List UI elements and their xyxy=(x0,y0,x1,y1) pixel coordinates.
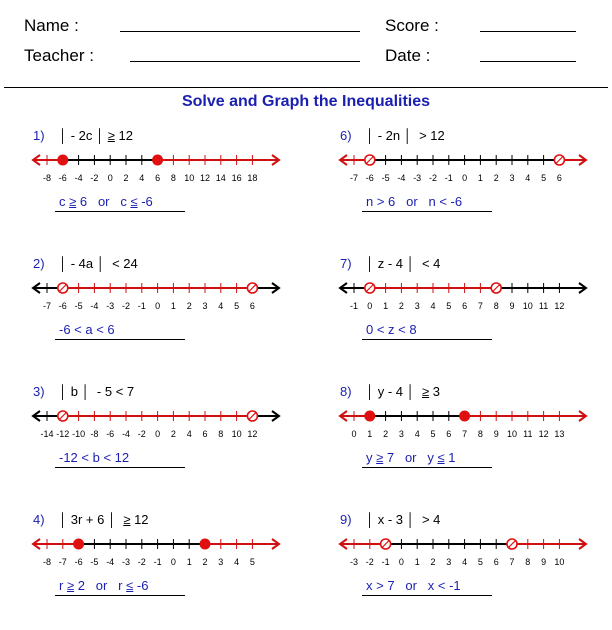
teacher-label: Teacher : xyxy=(24,46,94,65)
problem-6 xyxy=(340,128,600,228)
tick-label: 18 xyxy=(247,173,258,183)
tick-label: 0 xyxy=(170,557,176,567)
tick-label: -6 xyxy=(365,173,374,183)
tick-label: 2 xyxy=(493,173,499,183)
problem-7 xyxy=(340,256,600,356)
tick-label: 12 xyxy=(247,429,258,439)
tick-label: 0 xyxy=(155,301,161,311)
tick-label: -3 xyxy=(413,173,422,183)
inequality-expression: │ b │ - 5 < 7 xyxy=(59,384,135,399)
tick-label: 5 xyxy=(477,557,483,567)
answer-text: y ≥ 7 or y ≤ 1 xyxy=(366,450,456,465)
tick-label: 9 xyxy=(509,301,515,311)
tick-label: -5 xyxy=(74,301,83,311)
tick-label: 14 xyxy=(215,173,226,183)
tick-label: 6 xyxy=(155,173,161,183)
tick-label: 2 xyxy=(430,557,436,567)
score-field-line[interactable] xyxy=(480,31,576,32)
tick-label: 6 xyxy=(556,173,562,183)
tick-label: -6 xyxy=(58,301,67,311)
tick-label: -7 xyxy=(42,301,52,311)
tick-label: 5 xyxy=(446,301,452,311)
tick-label: 3 xyxy=(218,557,224,567)
problem-number: 8) xyxy=(340,384,352,399)
tick-label: 10 xyxy=(184,173,195,183)
tick-label: -12 xyxy=(56,429,70,439)
tick-label: 12 xyxy=(538,429,549,439)
tick-label: -3 xyxy=(121,557,131,567)
tick-label: 6 xyxy=(446,429,452,439)
problem-number: 3) xyxy=(33,384,45,399)
answer-line[interactable] xyxy=(362,467,492,468)
tick-label: 4 xyxy=(186,429,192,439)
tick-label: -1 xyxy=(349,301,359,311)
tick-label: -8 xyxy=(90,429,99,439)
tick-label: 5 xyxy=(249,557,255,567)
answer-text: x > 7 or x < -1 xyxy=(366,578,461,593)
inequality-expression: │ z - 4 │ < 4 xyxy=(366,256,441,271)
inequality-expression: │ - 2n │ > 12 xyxy=(366,128,445,143)
tick-label: 12 xyxy=(554,301,565,311)
closed-endpoint xyxy=(58,155,68,165)
problem-number: 2) xyxy=(33,256,45,271)
answer-line[interactable] xyxy=(55,595,185,596)
tick-label: 6 xyxy=(493,557,499,567)
tick-label: 2 xyxy=(398,301,404,311)
tick-label: -1 xyxy=(381,557,390,567)
tick-label: 0 xyxy=(155,429,161,439)
number-line xyxy=(33,530,283,572)
tick-label: 4 xyxy=(414,429,420,439)
tick-label: 1 xyxy=(383,301,389,311)
tick-label: 7 xyxy=(477,301,483,311)
number-line xyxy=(33,146,283,188)
tick-label: -4 xyxy=(90,301,99,311)
tick-label: 6 xyxy=(462,301,468,311)
tick-label: 3 xyxy=(414,301,420,311)
answer-line[interactable] xyxy=(55,211,185,212)
problem-number: 1) xyxy=(33,128,45,143)
teacher-field-line[interactable] xyxy=(130,61,360,62)
tick-label: 4 xyxy=(462,557,468,567)
answer-text: -12 < b < 12 xyxy=(59,450,130,465)
number-line xyxy=(33,274,283,316)
inequality-expression: │ x - 3 │ > 4 xyxy=(366,512,441,527)
score-label: Score : xyxy=(385,16,439,35)
closed-endpoint xyxy=(153,155,163,165)
tick-label: 10 xyxy=(554,557,565,567)
number-line xyxy=(340,146,590,188)
tick-label: -2 xyxy=(137,429,146,439)
tick-label: -6 xyxy=(58,173,67,183)
problem-1 xyxy=(33,128,293,228)
closed-endpoint xyxy=(74,539,84,549)
inequality-expression: │ - 4a │ < 24 xyxy=(59,256,138,271)
tick-label: 4 xyxy=(234,557,240,567)
tick-label: 9 xyxy=(493,429,499,439)
tick-label: -8 xyxy=(42,173,52,183)
tick-label: 10 xyxy=(506,429,518,439)
tick-label: 0 xyxy=(462,173,468,183)
tick-label: 11 xyxy=(538,301,549,311)
answer-text: 0 < z < 8 xyxy=(366,322,417,337)
problem-2 xyxy=(33,256,293,356)
answer-text: c ≥ 6 or c ≤ -6 xyxy=(59,194,153,209)
tick-label: 10 xyxy=(522,301,533,311)
tick-label: -7 xyxy=(349,173,359,183)
problem-number: 7) xyxy=(340,256,352,271)
name-field-line[interactable] xyxy=(120,31,360,32)
tick-label: 5 xyxy=(541,173,547,183)
tick-label: -4 xyxy=(121,429,131,439)
tick-label: -2 xyxy=(121,301,131,311)
tick-label: -6 xyxy=(106,429,115,439)
tick-label: 4 xyxy=(218,301,224,311)
tick-label: -7 xyxy=(58,557,67,567)
tick-label: -1 xyxy=(444,173,453,183)
tick-label: -10 xyxy=(72,429,86,439)
problem-8 xyxy=(340,384,600,484)
tick-label: -4 xyxy=(106,557,115,567)
tick-label: 0 xyxy=(107,173,113,183)
tick-label: 3 xyxy=(398,429,404,439)
tick-label: 2 xyxy=(383,429,389,439)
problem-number: 6) xyxy=(340,128,352,143)
inequality-expression: │ 3r + 6 │ ≥ 12 xyxy=(59,512,149,527)
tick-label: 5 xyxy=(234,301,240,311)
tick-label: 1 xyxy=(477,173,483,183)
tick-label: 9 xyxy=(541,557,547,567)
tick-label: 2 xyxy=(123,173,129,183)
tick-label: 16 xyxy=(231,173,242,183)
tick-label: -2 xyxy=(365,557,374,567)
tick-label: 8 xyxy=(477,429,483,439)
tick-label: 1 xyxy=(170,301,176,311)
tick-label: -8 xyxy=(42,557,52,567)
date-field-line[interactable] xyxy=(480,61,576,62)
tick-label: 12 xyxy=(199,173,211,183)
problem-number: 9) xyxy=(340,512,352,527)
tick-label: 11 xyxy=(523,429,533,439)
tick-label: 8 xyxy=(493,301,499,311)
tick-label: 7 xyxy=(509,557,515,567)
tick-label: 6 xyxy=(202,429,208,439)
inequality-expression: │ - 2c │ ≥ 12 xyxy=(59,128,133,143)
tick-label: 2 xyxy=(186,301,192,311)
tick-label: 8 xyxy=(525,557,531,567)
tick-label: 2 xyxy=(170,429,176,439)
number-line xyxy=(340,274,590,316)
problem-number: 4) xyxy=(33,512,45,527)
closed-endpoint xyxy=(365,411,375,421)
tick-label: -6 xyxy=(74,557,83,567)
tick-label: 8 xyxy=(218,429,224,439)
problem-4 xyxy=(33,512,293,612)
answer-line[interactable] xyxy=(55,467,185,468)
name-label: Name : xyxy=(24,16,79,35)
answer-line[interactable] xyxy=(362,339,492,340)
tick-label: -1 xyxy=(137,301,146,311)
number-line xyxy=(33,402,283,444)
inequality-expression: │ y - 4 │ ≥ 3 xyxy=(366,384,440,399)
tick-label: -1 xyxy=(153,557,162,567)
tick-label: 3 xyxy=(509,173,515,183)
answer-line[interactable] xyxy=(362,211,492,212)
tick-label: 2 xyxy=(202,557,208,567)
tick-label: 3 xyxy=(446,557,452,567)
tick-label: -5 xyxy=(381,173,390,183)
closed-endpoint xyxy=(200,539,210,549)
tick-label: 4 xyxy=(139,173,145,183)
answer-text: n > 6 or n < -6 xyxy=(366,194,463,209)
page-title: Solve and Graph the Inequalities xyxy=(181,93,431,110)
tick-label: -4 xyxy=(397,173,406,183)
problem-9 xyxy=(340,512,600,612)
number-line xyxy=(340,530,590,572)
number-line xyxy=(340,402,590,444)
problem-3 xyxy=(33,384,293,484)
tick-label: 13 xyxy=(554,429,565,439)
answer-line[interactable] xyxy=(362,595,492,596)
closed-endpoint xyxy=(460,411,470,421)
tick-label: 0 xyxy=(398,557,404,567)
tick-label: 10 xyxy=(231,429,242,439)
tick-label: -3 xyxy=(349,557,359,567)
tick-label: -3 xyxy=(106,301,115,311)
tick-label: 3 xyxy=(202,301,208,311)
tick-label: -4 xyxy=(74,173,83,183)
header-divider xyxy=(4,87,608,88)
date-label: Date : xyxy=(385,46,431,65)
tick-label: 1 xyxy=(414,557,420,567)
answer-line[interactable] xyxy=(55,339,185,340)
answer-text: r ≥ 2 or r ≤ -6 xyxy=(59,578,149,593)
tick-label: 8 xyxy=(170,173,176,183)
tick-label: 0 xyxy=(367,301,373,311)
tick-label: 4 xyxy=(430,301,436,311)
tick-label: 0 xyxy=(351,429,357,439)
tick-label: -5 xyxy=(90,557,99,567)
tick-label: -14 xyxy=(40,429,54,439)
tick-label: -2 xyxy=(137,557,146,567)
tick-label: 6 xyxy=(249,301,255,311)
tick-label: 1 xyxy=(186,557,192,567)
tick-label: 1 xyxy=(367,429,373,439)
tick-label: 7 xyxy=(462,429,468,439)
tick-label: 4 xyxy=(525,173,531,183)
tick-label: -2 xyxy=(428,173,438,183)
tick-label: -2 xyxy=(90,173,99,183)
answer-text: -6 < a < 6 xyxy=(59,322,115,337)
tick-label: 5 xyxy=(430,429,436,439)
